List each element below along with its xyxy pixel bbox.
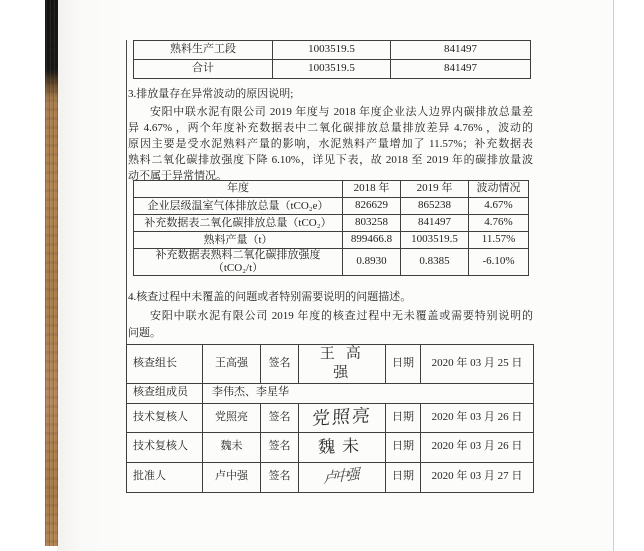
cell-date-label: 日期 — [386, 462, 421, 492]
section3-heading: 3.排放量存在异常波动的原因说明; — [128, 88, 294, 100]
signature-row — [127, 462, 534, 492]
cell-change: 11.57% — [469, 232, 529, 249]
cell-date-label: 日期 — [386, 432, 421, 462]
top-table — [133, 40, 531, 79]
cell-role: 核查组长 — [127, 345, 203, 384]
table-row — [134, 60, 531, 79]
cell-label: 熟料产量（t） — [134, 232, 343, 249]
signature-row — [127, 383, 534, 403]
cell-signature — [299, 345, 386, 384]
table-row — [134, 249, 529, 276]
paragraph-line: 异 4.67% ，两个年度补充数据表中二氧化碳排放总量排放差异 4.76% ，波动的 — [128, 122, 533, 134]
header-2018: 2018 年 — [343, 181, 401, 198]
cell-value: 841497 — [391, 41, 531, 60]
cell-2018: 899466.8 — [343, 232, 401, 249]
handwritten-signature: 王高强 — [319, 345, 372, 381]
section4-heading: 4.核查过程中未覆盖的问题或者特别需要说明的问题描述。 — [128, 291, 412, 303]
cell-2019: 841497 — [401, 215, 469, 232]
cell-name: 党照亮 — [203, 403, 261, 432]
cell-sign-label: 签名 — [261, 462, 299, 492]
cell-signature — [299, 432, 386, 462]
handwritten-signature: 魏未 — [317, 436, 367, 458]
section3-paragraph — [128, 104, 533, 184]
cell-signature — [299, 403, 386, 432]
signature-row — [127, 345, 534, 384]
cell-role: 核查组成员 — [127, 383, 203, 403]
signature-row — [127, 403, 534, 432]
signature-table — [126, 344, 534, 493]
header-2019: 2019 年 — [401, 181, 469, 198]
cell-role: 批准人 — [127, 462, 203, 492]
cell-change: -6.10% — [469, 249, 529, 276]
paragraph-line: 熟料二氧化碳排放强度下降 6.10%，详见下表，故 2018 至 2019 年的碳排放量波 — [128, 154, 533, 166]
cell-2018: 826629 — [343, 198, 401, 215]
cell-value: 1003519.5 — [273, 41, 391, 60]
cell-role: 技术复核人 — [127, 403, 203, 432]
handwritten-signature: 党照亮 — [311, 405, 373, 429]
paragraph-line: 原因主要是受水泥熟料产量的影响，水泥熟料产量增加了 11.57%；补充数据表 — [128, 138, 533, 150]
cell-change: 4.76% — [469, 215, 529, 232]
page-edge-line — [613, 0, 614, 551]
cell-date: 2020 年 03 月 26 日 — [421, 403, 534, 432]
table-row — [134, 41, 531, 60]
cell-stage-label: 熟料生产工段 — [134, 41, 273, 60]
table-header-row — [134, 181, 529, 198]
header-year: 年度 — [134, 181, 343, 198]
header-change: 波动情况 — [469, 181, 529, 198]
book-spine-texture — [45, 0, 58, 546]
cell-change: 4.67% — [469, 198, 529, 215]
cell-date: 2020 年 03 月 26 日 — [421, 432, 534, 462]
signature-row — [127, 432, 534, 462]
table-row — [134, 215, 529, 232]
paragraph-line: 问题。 — [128, 327, 161, 339]
cell-2019: 0.8385 — [401, 249, 469, 276]
cell-date-label: 日期 — [386, 345, 421, 384]
emissions-comparison-table — [133, 180, 529, 276]
table-row — [134, 232, 529, 249]
cell-date: 2020 年 03 月 27 日 — [421, 462, 534, 492]
cell-team-members: 李伟杰、李星华 — [203, 383, 534, 403]
cell-label: 补充数据表熟料二氧化碳排放强度（tCO₂/t） — [134, 249, 343, 276]
cell-sign-label: 签名 — [261, 345, 299, 384]
paragraph-line: 安阳中联水泥有限公司 2019 年度的核查过程中无未覆盖或需要特别说明的 — [150, 310, 533, 322]
cell-label: 补充数据表二氧化碳排放总量（tCO₂） — [134, 215, 343, 232]
handwritten-signature: 卢中强 — [322, 466, 362, 487]
cell-sign-label: 签名 — [261, 403, 299, 432]
cell-name: 王高强 — [203, 345, 261, 384]
cell-2019: 1003519.5 — [401, 232, 469, 249]
cell-2019: 865238 — [401, 198, 469, 215]
section4-paragraph — [128, 308, 533, 342]
paragraph-line: 安阳中联水泥有限公司 2019 年度与 2018 年度企业法人边界内碳排放总量差 — [150, 106, 533, 118]
table-row — [134, 198, 529, 215]
cell-2018: 0.8930 — [343, 249, 401, 276]
cell-2018: 803258 — [343, 215, 401, 232]
cell-total-label: 合计 — [134, 60, 273, 79]
cell-name: 卢中强 — [203, 462, 261, 492]
cell-value: 841497 — [391, 60, 531, 79]
cell-name: 魏未 — [203, 432, 261, 462]
cell-signature — [299, 462, 386, 492]
cell-role: 技术复核人 — [127, 432, 203, 462]
cell-label: 企业层级温室气体排放总量（tCO₂e） — [134, 198, 343, 215]
cell-date-label: 日期 — [386, 403, 421, 432]
cell-sign-label: 签名 — [261, 432, 299, 462]
cell-date: 2020 年 03 月 25 日 — [421, 345, 534, 384]
paragraph-line: 动不属于异常情况。 — [128, 170, 227, 182]
cell-value: 1003519.5 — [273, 60, 391, 79]
